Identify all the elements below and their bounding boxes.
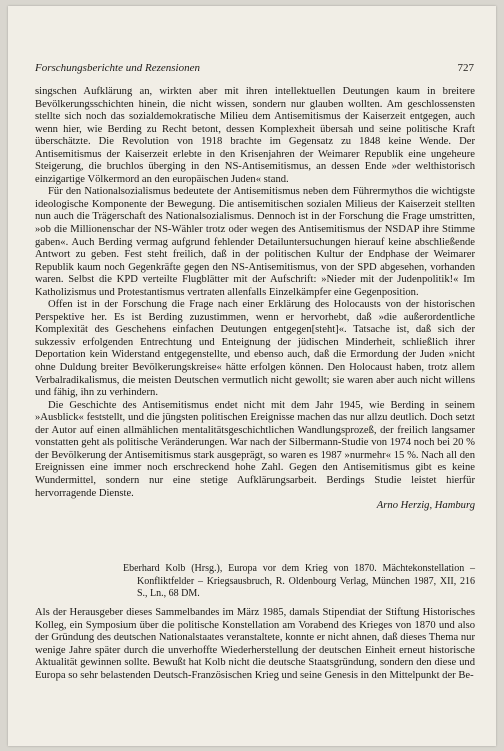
review-body: [35, 86, 475, 513]
paragraph: Als der Herausgeber dieses Sammelbandes im März 1985, damals Stipendiat der Stiftung Historisches Kolleg, ein Symposium über die politische Konstellation am Vorabend des Krieges von 1870 und also der Gründung des deutschen Nationalstaates veranstaltete, konnte er nicht ahnen, daß dieses Thema nur wenige Jahre später durch die unverhoffte Wiederherstellung der deutschen Einheit erneut historische Aktualität gewinnen sollte. Bewußt hat Kolb nicht die deutsche Staatsgründung, sondern den diese und Europa so sehr belastenden Deutsch-Französischen Krieg und seine Genesis in den Mittelpunkt der Be-: [35, 607, 475, 681]
page-header: [35, 62, 474, 76]
paragraph: Offen ist in der Forschung die Frage nach einer Erklärung des Holocausts von der historischen Perspektive her. Es ist Berding zuzustimmen, wenn er hervorhebt, daß »die außerordentliche Komplexität des Geschehens einfachen Deutungen entgegen[steht]«. Tatsache ist, daß sich der sukzessiv erfolgenden Entrechtung und Enteignung der jüdischen Minderheit, schließlich ihrer Deportation kein Widerstand entgegenstellte, und ebenso auch, daß die Ermordung der Juden »nicht ohne Duldung breiter Bevölkerungskreise« hätte erfolgen können. Den Holocaust haben, trotz allem Verbalradikalismus, die meisten Deutschen vermutlich nicht gewollt; sie waren aber auch nicht willens und fähig, ihn zu verhindern.: [35, 299, 475, 399]
book-page: [8, 6, 496, 746]
paragraph: singschen Aufklärung an, wirkten aber mit ihren intellektuellen Deutungen kaum in breitere Bevölkerungsschichten hinein, die nicht wissen, sondern nur glauben wollten. Am geschlossensten stellte sich noch das sozialdemokratische Milieu dem Antisemitismus der Kaiserzeit entgegen, auch wenn hier, wie Berding zu Recht betont, dessen Komplexheit übersah und seine politische Kraft überschätzte. Die Revolution von 1918 brachte im Gegensatz zu 1848 keine Wende. Der Antisemitismus der Kaiserzeit erlebte in den Krisenjahren der Weimarer Republik eine ungeheure Steigerung, die bruchlos überging in den NS-Antisemitismus, an dessen Ende »der welthistorisch einzigartige Völkermord an den europäischen Juden« stand.: [35, 86, 475, 185]
bibliographic-reference: [123, 563, 475, 601]
paragraph: Die Geschichte des Antisemitismus endet nicht mit dem Jahr 1945, wie Berding in seinem »Ausblick« feststellt, und die jüngsten politischen Ereignisse machen das nur allzu deutlich. Doch setzt der Autor auf einen allmählichen mentalitätsgeschichtlichen Wandlungsprozeß, der freilich langsamer vonstatten geht als politische Veränderungen. War nach der Silbermann-Studie von 1974 noch bei 20 % der Bevölkerung der Antisemitismus stark ausgeprägt, so waren es 1987 »nurmehr« 15 %. Nach all den Ereignissen eine immer noch erschreckend hohe Zahl. Gegen den Antisemitismus gibt es keine Wundermittel, sondern nur eine stetige Aufklärungsarbeit. Berdings Studie leistet hierfür hervorragende Dienste.: [35, 399, 475, 499]
page-number: 727: [457, 62, 474, 74]
reference-text: Eberhard Kolb (Hrsg.), Europa vor dem Krieg von 1870. Mächtekonstellation – Konfliktfelder – Kriegsausbruch, R. Oldenbourg Verlag, München 1987, XII, 216 S., Ln., 68 DM.: [123, 563, 475, 600]
paragraph: Für den Nationalsozialismus bedeutete der Antisemitismus neben dem Führermythos die wichtigste ideologische Komponente der Bewegung. Die antisemitischen sozialen Milieus der Kaiserzeit stellten nun auch die Trägerschaft des Nationalsozialismus. Dennoch ist in der Forschung die Frage umstritten, »ob die Millionenschar der NS-Wähler trotz oder wegen des Antisemitismus der NSDAP ihre Stimme gaben«. Auch Berding vermag aufgrund fehlender Detailuntersuchungen hierauf keine abschließende Antwort zu geben. Fest steht freilich, daß in der politischen Kultur der Endphase der Weimarer Republik kaum noch Gegenkräfte gegen den NS-Antisemitismus, von der SPD abgesehen, vorhanden waren. Selbst die KPD verteilte Flugblätter mit der Aufschrift: »Nieder mit der Judenpolitik!« Im Katholizismus und Protestantismus vertraten allenfalls Einzelkämpfer eine Gegenposition.: [35, 186, 475, 298]
reviewer-signature: Arno Herzig, Hamburg: [376, 500, 475, 512]
running-title: Forschungsberichte und Rezensionen: [35, 62, 200, 74]
next-review-body: [35, 607, 475, 682]
